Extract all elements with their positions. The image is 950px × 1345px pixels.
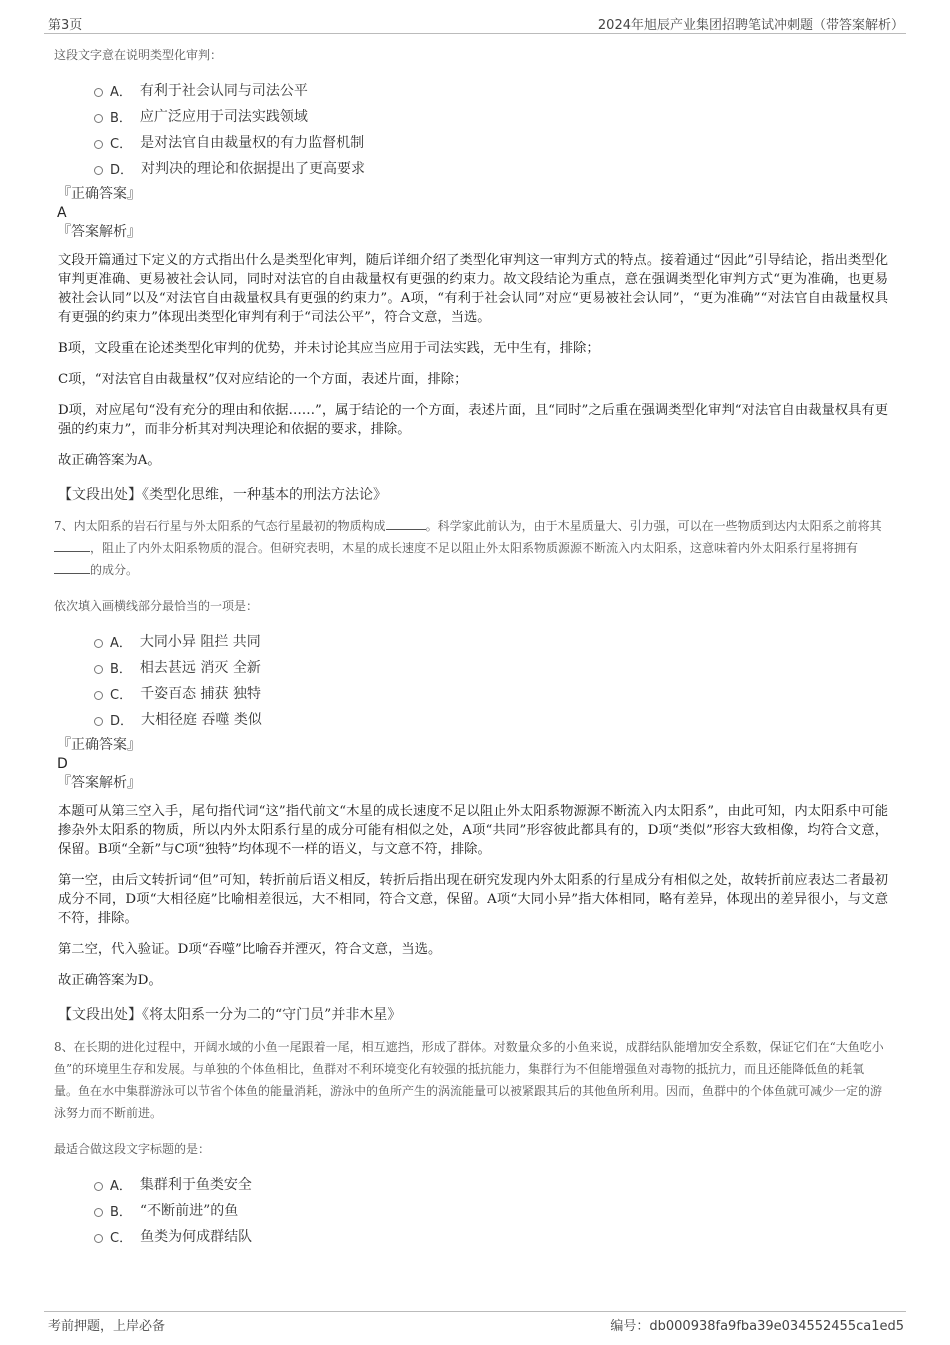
q6-option-b[interactable]: B． 应广泛应用于司法实践领域	[94, 103, 888, 129]
q6-analysis-para: D项，对应尾句“没有充分的理由和依据……”，属于结论的一个方面，表述片面，且“同时”之后重在强调类型化审判“对法官自由裁量权具有更强的约束力”，而非分析其对判决理论和依据的要求，排除。	[58, 403, 888, 437]
q6-analysis-conclusion: 故正确答案为A。	[58, 453, 161, 468]
document-title: 2024年旭辰产业集团招聘笔试冲刺题（带答案解析）	[597, 18, 904, 33]
radio-icon[interactable]	[94, 140, 103, 149]
q8-option-a[interactable]: A． 集群利于鱼类安全	[94, 1171, 888, 1197]
q7-analysis-para: 本题可从第三空入手，尾句指代词“这”指代前文“木星的成长速度不足以阻止外太阳系物源源不断流入内太阳系”，由此可知，内太阳系中可能掺杂外太阳系的物质，所以内外太阳系行星的成分可能有相似之处，A项“共同”形容彼此都具有的，D项“类似”形容大致相像，均符合文意，保留。B项“全新”与C项“独特”均体现不一样的语义，与文意不符，排除。	[58, 804, 888, 857]
q7-analysis-tag: 『答案解析』	[57, 775, 141, 791]
header-divider	[44, 33, 906, 34]
q6-option-c[interactable]: C． 是对法官自由裁量权的有力监督机制	[94, 129, 888, 155]
radio-icon[interactable]	[94, 1182, 103, 1191]
q6-options	[94, 77, 888, 181]
radio-icon[interactable]	[94, 166, 103, 175]
q8-stem: 8、在长期的进化过程中，开阔水域的小鱼一尾跟着一尾，相互遮挡，形成了群体。对数量众多的小鱼来说，成群结队能增加安全系数，保证它们在“大鱼吃小鱼”的环境里生存和发展。与单独的个体鱼相比，鱼群对不利环境变化有较强的抵抗能力，集群行为不但能增强鱼对毒物的抵抗力，而且还能降低鱼的耗氧量。鱼在水中集群游泳可以节省个体鱼的能量消耗，游泳中的鱼所产生的涡流能量可以被紧跟其后的其他鱼所利用。因而，鱼群中的个体鱼就可减少一定的游泳努力而不断前进。	[54, 1040, 884, 1120]
radio-icon[interactable]	[94, 639, 103, 648]
q6-analysis-para: 文段开篇通过下定义的方式指出什么是类型化审判，随后详细介绍了类型化审判这一审判方式的特点。接着通过“因此”引导结论，指出类型化审判更准确、更易被社会认同，同时对法官的自由裁量权有更强的约束力。故文段结论为重点，意在强调类型化审判方式“更为准确，也更易被社会认同”以及“对法官自由裁量权具有更强的约束力”。A项，“有利于社会认同”对应“更易被社会认同”，“更为准确”“对法官自由裁量权具有更强的约束力”体现出类型化审判有利于“司法公平”，符合文意，当选。	[58, 253, 888, 325]
q7-answer: D	[57, 756, 68, 772]
radio-icon[interactable]	[94, 665, 103, 674]
q7-analysis-conclusion: 故正确答案为D。	[58, 973, 162, 988]
q7-option-a[interactable]: A． 大同小异 阻拦 共同	[94, 628, 888, 654]
q7-answer-tag: 『正确答案』	[57, 737, 141, 753]
radio-icon[interactable]	[94, 717, 103, 726]
radio-icon[interactable]	[94, 114, 103, 123]
q6-analysis-para: B项，文段重在论述类型化审判的优势，并未讨论其应当应用于司法实践，无中生有，排除；	[58, 341, 600, 356]
radio-icon[interactable]	[94, 691, 103, 700]
q6-answer-tag: 『正确答案』	[57, 186, 141, 202]
footer-divider	[44, 1311, 906, 1312]
q6-stem-tail: 这段文字意在说明类型化审判：	[54, 48, 223, 62]
q8-options	[94, 1171, 888, 1249]
q6-source: 【文段出处】《类型化思维，一种基本的刑法方法论》	[58, 487, 387, 503]
q7-analysis-para: 第一空，由后文转折词“但”可知，转折前后语义相反，转折后指出现在研究发现内外太阳系的行星成分有相似之处，故转折前应表达二者最初成分不同，D项“大相径庭”比喻相差很远，大不相同，符合文意，保留。A项“大同小异”指大体相同，略有差异，体现出的差异很小，与文意不符，排除。	[58, 873, 888, 926]
q6-answer: A	[57, 205, 67, 221]
q8-prompt: 最适合做这段文字标题的是：	[54, 1142, 211, 1156]
fill-blank	[54, 561, 90, 574]
q6-analysis-para: C项，“对法官自由裁量权”仅对应结论的一个方面，表述片面，排除；	[58, 372, 468, 387]
radio-icon[interactable]	[94, 1208, 103, 1217]
q7-option-d[interactable]: D． 大相径庭 吞噬 类似	[94, 706, 888, 732]
q8-option-b[interactable]: B． “不断前进”的鱼	[94, 1197, 888, 1223]
fill-blank	[54, 539, 90, 552]
q7-option-c[interactable]: C． 千姿百态 捕获 独特	[94, 680, 888, 706]
q7-source: 【文段出处】《将太阳系一分为二的“守门员”并非木星》	[58, 1007, 402, 1023]
q7-analysis-para: 第二空，代入验证。D项“吞噬”比喻吞并湮灭，符合文意，当选。	[58, 942, 442, 957]
q6-option-a[interactable]: A． 有利于社会认同与司法公平	[94, 77, 888, 103]
q7-options	[94, 628, 888, 732]
radio-icon[interactable]	[94, 1234, 103, 1243]
page-header	[0, 0, 950, 34]
q7-prompt: 依次填入画横线部分最恰当的一项是：	[54, 599, 259, 613]
q6-option-d[interactable]: D． 对判决的理论和依据提出了更高要求	[94, 155, 888, 181]
page-number: 第3页	[48, 18, 83, 33]
footer-slogan: 考前押题，上岸必备	[48, 1319, 166, 1334]
q6-analysis-tag: 『答案解析』	[57, 224, 141, 240]
document-id: 编号：db000938fa9fba39e034552455ca1ed5	[610, 1319, 904, 1334]
q8-option-c[interactable]: C． 鱼类为何成群结队	[94, 1223, 888, 1249]
page-content	[54, 45, 888, 1249]
q7-stem: 7、内太阳系的岩石行星与外太阳系的气态行星最初的物质构成 。科学家此前认为，由于木星质量大、引力强，可以在一些物质到达内太阳系之前将其，阻止了内外太阳系物质的混合。但研究表明，木星的成长速度不足以阻止外太阳系物质源源不断流入内太阳系，这意味着内外太阳系行星将拥有的成分。	[54, 519, 882, 577]
radio-icon[interactable]	[94, 88, 103, 97]
fill-blank	[386, 517, 426, 530]
q7-option-b[interactable]: B． 相去甚远 消灭 全新	[94, 654, 888, 680]
